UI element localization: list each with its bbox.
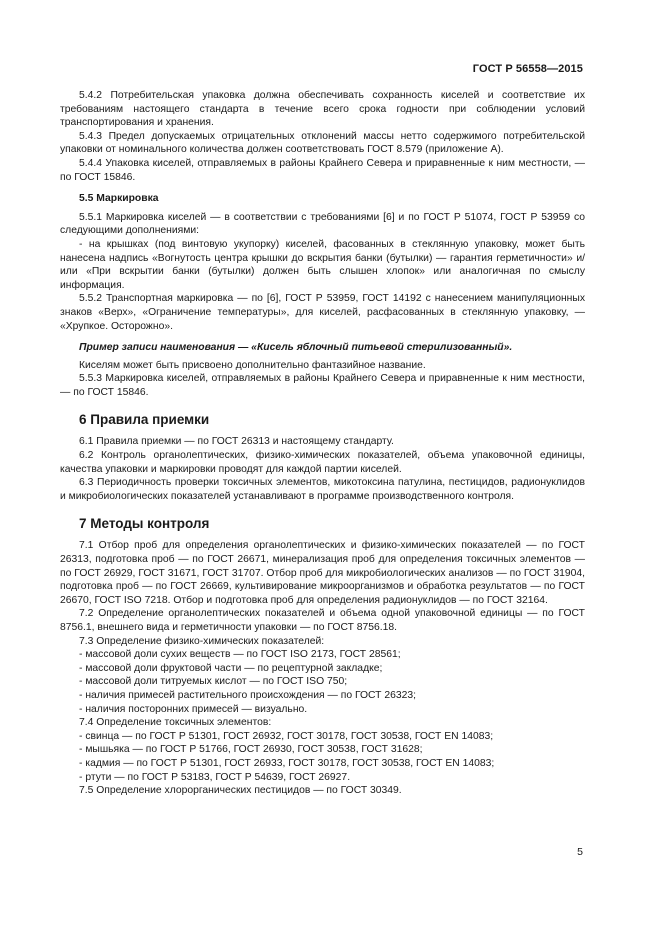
paragraph-7-4: 7.4 Определение токсичных элементов: bbox=[79, 717, 272, 729]
paragraph-6-1: 6.1 Правила приемки — по ГОСТ 26313 и настоящему стандарту. bbox=[79, 436, 394, 448]
paragraph-5-4-2: 5.4.2 Потребительская упаковка должна обеспечивать сохранность киселей и соответствие их требованиям настоящего стандарта в течение всего срока годности при соблюдении условий транспортирования и хранения. bbox=[60, 90, 585, 129]
list-item-7-3: - наличия примесей растительного происхождения — по ГОСТ 26323; bbox=[79, 689, 416, 701]
list-item-7-4: - свинца — по ГОСТ Р 51301, ГОСТ 26932, ГОСТ 30178, ГОСТ 30538, ГОСТ EN 14083; bbox=[79, 730, 494, 742]
section-heading-6: 6 Правила приемки bbox=[79, 412, 210, 428]
paragraph-5-4-4: 5.4.4 Упаковка киселей, отправляемых в районы Крайнего Севера и приравненные к ним местности, — по ГОСТ 15846. bbox=[60, 157, 585, 183]
paragraph-fantasy-name: Киселям может быть присвоено дополнительно фантазийное название. bbox=[79, 359, 426, 371]
section-heading-7: 7 Методы контроля bbox=[79, 516, 210, 532]
list-item-7-4: - ртути — по ГОСТ Р 53183, ГОСТ Р 54639, ГОСТ 26927. bbox=[79, 771, 351, 783]
list-item-7-3: - массовой доли фруктовой части — по рецептурной закладке; bbox=[79, 662, 383, 674]
paragraph-7-3: 7.3 Определение физико-химических показателей: bbox=[79, 635, 325, 647]
list-item-7-4: - мышьяка — по ГОСТ Р 51766, ГОСТ 26930, ГОСТ 30538, ГОСТ 31628; bbox=[79, 744, 423, 756]
paragraph-5-5-3: 5.5.3 Маркировка киселей, отправляемых в районы Крайнего Севера и приравненные к ним местности, — по ГОСТ 15846. bbox=[60, 373, 585, 398]
list-item-7-3: - массовой доли титруемых кислот — по ГОСТ ISO 750; bbox=[79, 676, 348, 688]
name-example: Пример записи наименования — «Кисель яблочный питьевой стерилизованный». bbox=[79, 342, 513, 354]
list-item-7-3: - наличия посторонних примесей — визуально. bbox=[79, 703, 308, 715]
paragraph-7-5: 7.5 Определение хлорорганических пестицидов — по ГОСТ 30349. bbox=[79, 785, 402, 797]
paragraph-5-4-3: 5.4.3 Предел допускаемых отрицательных отклонений массы нетто содержимого потребительской упаковки от номинального количества должен соответствовать ГОСТ 8.579 (приложение А). bbox=[60, 130, 585, 156]
list-item-7-4: - кадмия — по ГОСТ Р 51301, ГОСТ 26933, ГОСТ 30178, ГОСТ 30538, ГОСТ EN 14083; bbox=[79, 757, 495, 769]
page-content bbox=[60, 89, 585, 798]
page-number: 5 bbox=[577, 846, 583, 858]
paragraph-5-5-2: 5.5.2 Транспортная маркировка — по [6], ГОСТ Р 53959, ГОСТ 14192 с нанесением манипуляционных знаков «Верх», «Ограничение температуры», для киселей, расфасованных в стеклянную упаковку, — «Хрупкое. Осторожно». bbox=[60, 293, 585, 332]
paragraph-7-2: 7.2 Определение органолептических показателей и объема одной упаковочной единицы — по ГОСТ 8756.1, внешнего вида и герметичности упаковки — по ГОСТ 8756.18. bbox=[60, 608, 585, 633]
list-item-7-3: - массовой доли сухих веществ — по ГОСТ ISO 2173, ГОСТ 28561; bbox=[79, 649, 401, 661]
paragraph-5-5-1-item: - на крышках (под винтовую укупорку) киселей, фасованных в стеклянную упаковку, может быть нанесена надпись «Вогнутость центра крышки до вскрытия банки (бутылки) — гарантия герметичности» и/или «При вскрытии банки (бутылки) должен быть слышен хлопок» или аналогичная по смыслу информация. bbox=[60, 238, 585, 291]
paragraph-7-1: 7.1 Отбор проб для определения органолептических и физико-химических показателей — по ГОСТ 26313, подготовка проб — по ГОСТ 26671, минерализация проб для определения токсичных элементов — по ГОСТ 26929, ГОСТ 31671, ГОСТ 31707. Отбор проб для микробиологических анализов — по ГОСТ 31904, подготовка проб — по ГОСТ 26669, культивирование микроорганизмов и обработка результатов — по ГОСТ 26670, ГОСТ ISO 7218. Отбор и подготовка проб для определения радионуклидов — по ГОСТ 32164. bbox=[60, 540, 585, 606]
paragraph-5-5-1: 5.5.1 Маркировка киселей — в соответствии с требованиями [6] и по ГОСТ Р 51074, ГОСТ Р 53959 со следующими дополнениями: bbox=[60, 211, 585, 237]
paragraph-6-3: 6.3 Периодичность проверки токсичных элементов, микотоксина патулина, пестицидов, радионуклидов и микробиологических показателей устанавливают в программе производственного контроля. bbox=[60, 477, 585, 502]
paragraph-6-2: 6.2 Контроль органолептических, физико-химических показателей, объема упаковочной единицы, качества упаковки и маркировки проводят для каждой партии киселей. bbox=[60, 450, 585, 475]
document-id-header: ГОСТ Р 56558—2015 bbox=[472, 63, 583, 75]
subsection-heading-5-5: 5.5 Маркировка bbox=[79, 193, 159, 205]
